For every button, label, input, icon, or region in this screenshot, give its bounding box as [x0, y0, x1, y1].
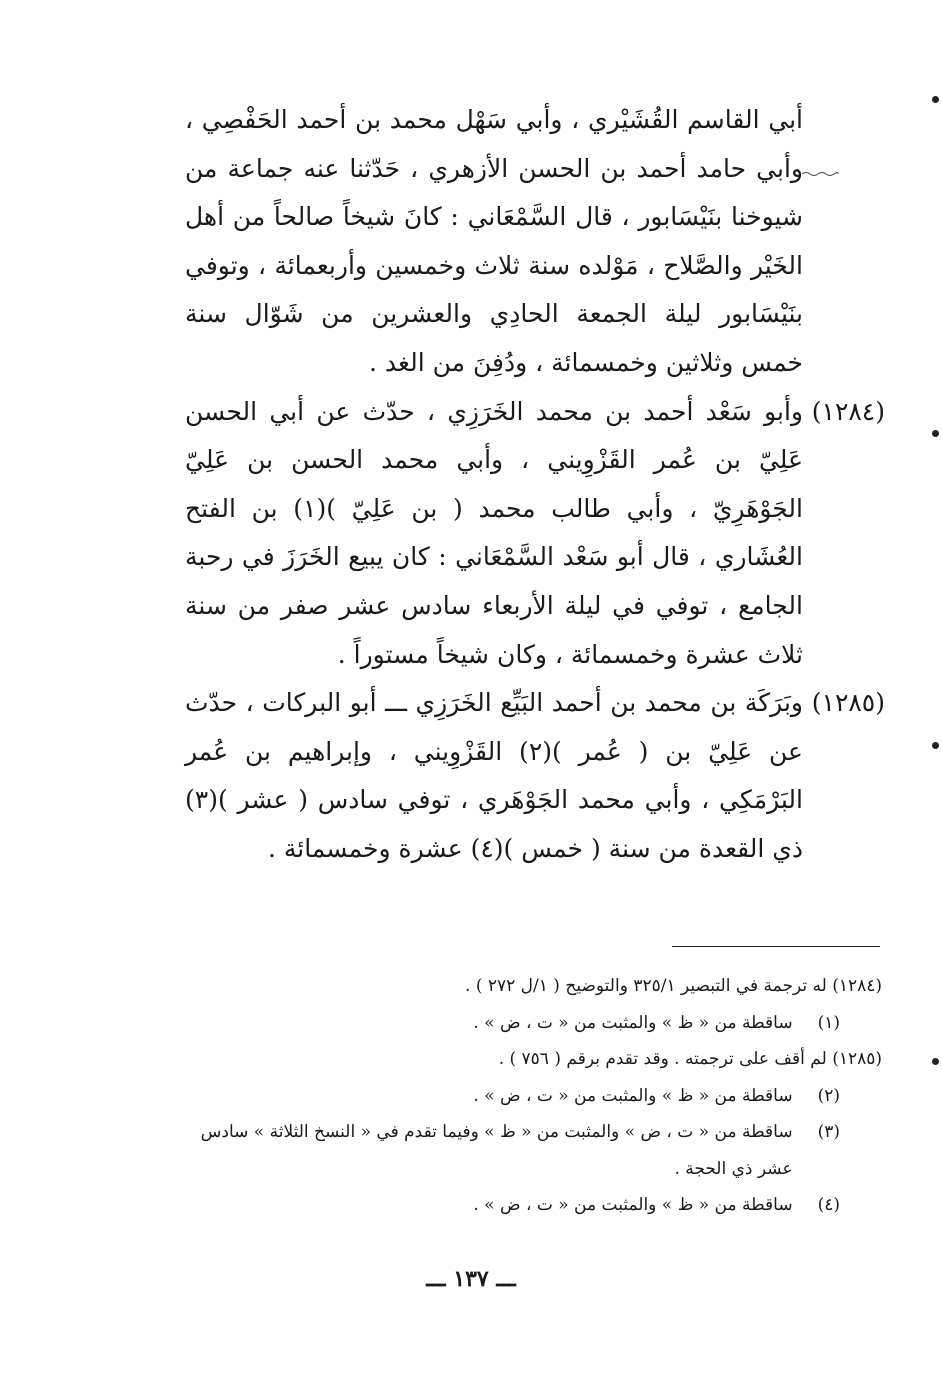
footnote-text: عشر ذي الحجة .	[674, 1158, 793, 1179]
footnote-sub	[130, 1078, 882, 1115]
page-number: ـــ ١٣٧ ـــ	[426, 1266, 516, 1292]
margin-dot	[932, 96, 939, 103]
footnote-text: ساقطة من « ظ » والمثبت من « ت ، ض » .	[473, 1085, 793, 1106]
main-text	[185, 96, 885, 874]
entry-text: وبَرَكَة بن محمد بن أحمد البَيِّع الخَرَزِي ـــ أبو البركات ، حدّث عن عَلِيّ بن ( عُمر )(٢) القَزْوِيني ، وإبراهيم بن عُمر البَرْمَكِي ، وأبي محمد الجَوْهَري ، توفي سادس ( عشر )(٣) ذي القعدة من سنة ( خمس )(٤) عشرة وخمسمائة .	[185, 688, 803, 863]
footnote-entry	[130, 1041, 882, 1078]
footnote-sub	[130, 1114, 882, 1151]
entry-continued	[185, 96, 885, 388]
footnote-text: له ترجمة في التبصير ٣٢٥/١ والتوضيح ( ١/ل ٢٧٢ ) .	[465, 976, 827, 996]
margin-dot	[932, 742, 939, 749]
entry-number: (١٢٨٤)	[811, 396, 885, 426]
footnote-number: (١)	[817, 1012, 840, 1033]
footnote-number: (٣)	[817, 1122, 840, 1142]
footnote-number: (١٢٨٤)	[832, 976, 882, 996]
footnote-text: لم أقف على ترجمته . وقد تقدم برقم ( ٧٥٦ ) .	[498, 1049, 827, 1069]
footnotes	[130, 968, 882, 1224]
footnote-number: (٤)	[817, 1195, 840, 1215]
footnote-text: ساقطة من « ظ » والمثبت من « ت ، ض » .	[473, 1012, 793, 1033]
entry-text: أبي القاسم القُشَيْري ، وأبي سَهْل محمد بن أحمد الحَفْصِي ، وأبي حامد أحمد بن الحسن الأزهري ، حَدّثنا عنه جماعة من شيوخنا بنَيْسَابور ، قال السَّمْعَاني : كانَ شيخاً صالحاً من أهل الخَيْر والصَّلاح ، مَوْلده سنة ثلاث وخمسين وأربعمائة ، وتوفي بنَيْسَابور ليلة الجمعة الحادِي والعشرين من شَوّال سنة خمس وثلاثين وخمسمائة ، ودُفِنَ من الغد .	[185, 105, 803, 377]
margin-dot	[932, 430, 939, 437]
footnote-number: (٢)	[817, 1085, 840, 1106]
footnote-sub	[130, 1187, 882, 1224]
footnote-text: ساقطة من « ظ » والمثبت من « ت ، ض » .	[473, 1195, 793, 1215]
margin-dot	[932, 1058, 939, 1065]
footnote-entry	[130, 968, 882, 1005]
entry-number: (١٢٨٥)	[811, 688, 885, 718]
footnote-sub	[130, 1005, 882, 1042]
footnote-continuation	[130, 1151, 882, 1188]
footnote-separator	[672, 946, 880, 947]
entry-1284	[185, 388, 885, 680]
entry-1285	[185, 679, 885, 873]
footnote-text: ساقطة من « ت ، ض » والمثبت من « ظ » وفيما تقدم في « النسخ الثلاثة » سادس	[200, 1122, 793, 1142]
entry-text: وأبو سَعْد أحمد بن محمد الخَرَزِي ، حدّث عن أبي الحسن عَلِيّ بن عُمر القَزْوِيني ، وأبي محمد الحسن بن عَلِيّ الجَوْهَرِيّ ، وأبي طالب محمد ( بن عَلِيّ )(١) بن الفتح العُشَاري ، قال أبو سَعْد السَّمْعَاني : كان يبيع الخَرَزَ في رحبة الجامع ، توفي في ليلة الأربعاء سادس عشر صفر من سنة ثلاث عشرة وخمسمائة ، وكان شيخاً مستوراً .	[185, 396, 803, 669]
footnote-number: (١٢٨٥)	[832, 1049, 882, 1069]
